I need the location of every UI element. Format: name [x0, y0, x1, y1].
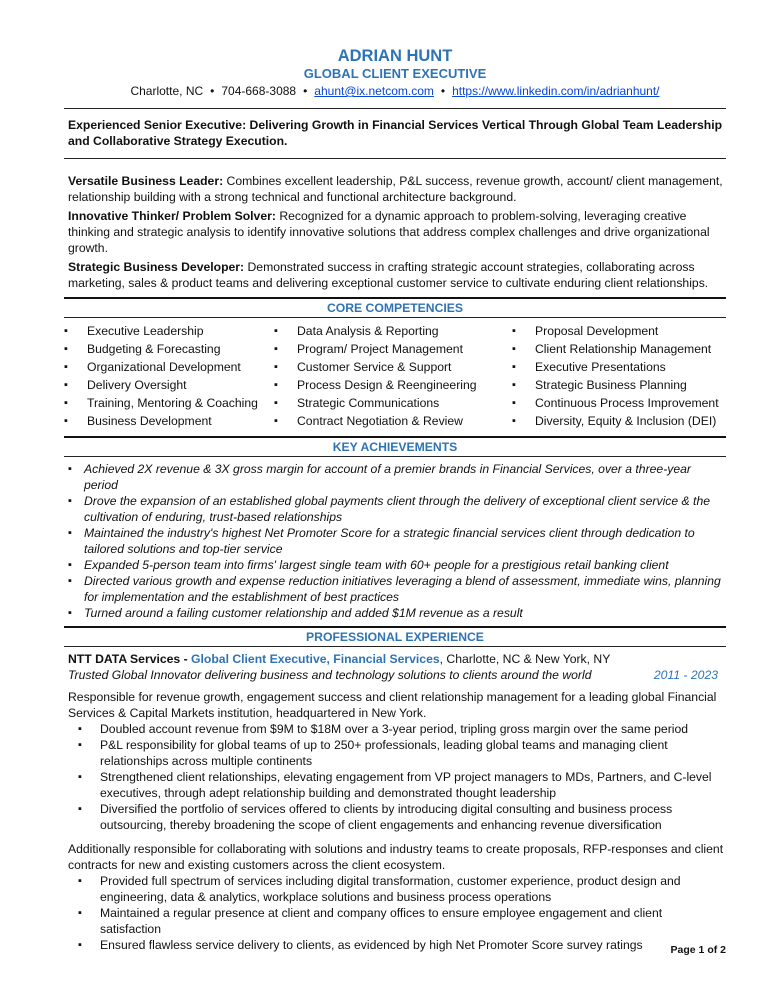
- linkedin-link[interactable]: https://www.linkedin.com/in/adrianhunt/: [452, 84, 660, 98]
- achievement-item: ▪ Maintained the industry's highest Net Promoter Score for a strategic financial services client through dedication to tailored solutions and top-tier service: [64, 525, 726, 557]
- candidate-title: GLOBAL CLIENT EXECUTIVE: [303, 66, 487, 81]
- profile-label: Innovative Thinker/ Problem Solver:: [68, 209, 276, 223]
- competency-item: ▪ Program/ Project Management: [274, 340, 512, 358]
- divider: [64, 108, 726, 109]
- responsibility-bullets: [68, 721, 726, 833]
- company-tagline-row: [68, 667, 726, 683]
- professional-experience-heading: PROFESSIONAL EXPERIENCE: [306, 630, 484, 644]
- profile-section: [68, 173, 726, 291]
- job-heading: [68, 651, 726, 667]
- competencies-grid: [64, 318, 726, 436]
- competency-item: ▪ Budgeting & Forecasting: [64, 340, 274, 358]
- competency-item: ▪ Strategic Business Planning: [512, 376, 722, 394]
- profile-item: [68, 173, 726, 205]
- job-location: , Charlotte, NC & New York, NY: [439, 652, 611, 666]
- responsibility-paragraph: Responsible for revenue growth, engagement success and client relationship management for a leading global Financial Services & Capital Markets institution, headquartered in New York.: [68, 690, 717, 720]
- profile-item: [68, 259, 726, 291]
- experience-entry: [68, 651, 726, 953]
- achievements-list: [64, 457, 726, 626]
- separator: •: [210, 84, 215, 98]
- competency-item: ▪ Business Development: [64, 412, 274, 430]
- job-role: Global Client Executive, Financial Services: [191, 652, 440, 666]
- separator: •: [303, 84, 308, 98]
- summary-statement: Experienced Senior Executive: Delivering Growth in Financial Services Vertical Through Global Team Leadership and Collaborative Strategy Execution.: [68, 118, 723, 148]
- separator: •: [440, 84, 446, 98]
- profile-label: Versatile Business Leader:: [68, 174, 224, 188]
- bullet-item: ▪ Strengthened client relationships, elevating engagement from VP project managers to MDs, Partners, and C-level executives, through adept relationship building and demonstrated thought leadership: [100, 769, 726, 801]
- competency-item: ▪ Process Design & Reengineering: [274, 376, 512, 394]
- achievement-item: ▪ Achieved 2X revenue & 3X gross margin for account of a premier brands in Financial Services, over a three-year period: [64, 461, 726, 493]
- core-competencies-heading: CORE COMPETENCIES: [326, 301, 464, 315]
- company-tagline: Trusted Global Innovator delivering business and technology solutions to clients around the world: [68, 668, 592, 682]
- resume-page: [64, 44, 726, 953]
- competency-item: ▪ Executive Leadership: [64, 322, 274, 340]
- achievement-item: ▪ Turned around a failing customer relationship and added $1M revenue as a result: [64, 605, 726, 621]
- contact-line: [64, 83, 726, 99]
- competencies-column-3: [512, 322, 722, 430]
- resume-header: [64, 46, 726, 99]
- candidate-name: ADRIAN HUNT: [337, 47, 453, 65]
- bullet-item: ▪ Diversified the portfolio of services offered to clients by introducing digital consulting and business process outsourcing, thereby broadening the scope of client engagements and enhancing revenue diversification: [100, 801, 726, 833]
- competency-item: ▪ Diversity, Equity & Inclusion (DEI): [512, 412, 722, 430]
- responsibility-bullets: [68, 873, 726, 953]
- contact-phone: 704-668-3088: [221, 84, 297, 98]
- bullet-item: ▪ P&L responsibility for global teams of up to 250+ professionals, leading global teams and managing client relationships across multiple continents: [100, 737, 726, 769]
- profile-item: [68, 208, 726, 256]
- responsibility-paragraph: Additionally responsible for collaborating with solutions and industry teams to create proposals, RFP-responses and client contracts for new and existing customers across the client ecosystem.: [68, 842, 724, 872]
- competencies-column-2: [274, 322, 512, 430]
- page-number: Page 1 of 2: [670, 944, 726, 956]
- job-dates: 2011 - 2023: [653, 668, 718, 682]
- bullet-item: ▪ Doubled account revenue from $9M to $18M over a 3-year period, tripling gross margin over the same period: [100, 721, 726, 737]
- competency-item: ▪ Contract Negotiation & Review: [274, 412, 512, 430]
- competency-item: ▪ Continuous Process Improvement: [512, 394, 722, 412]
- email-link[interactable]: ahunt@ix.netcom.com: [314, 84, 434, 98]
- achievement-item: ▪ Directed various growth and expense reduction initiatives leveraging a blend of assessment, immediate wins, planning for implementation and the establishment of best practices: [64, 573, 726, 605]
- profile-label: Strategic Business Developer:: [68, 260, 245, 274]
- bullet-item: ▪ Provided full spectrum of services including digital transformation, customer experience, product design and engineering, data & analytics, workplace solutions and business process operations: [100, 873, 726, 905]
- profile-text: Combines excellent leadership, P&L success, revenue growth, account/ client management, relationship building with a strong technical and functional architecture background.: [68, 174, 723, 204]
- competency-item: ▪ Customer Service & Support: [274, 358, 512, 376]
- achievement-item: ▪ Drove the expansion of an established global payments client through the delivery of exceptional client service & the cultivation of enduring, trust-based relationships: [64, 493, 726, 525]
- heading-dash: -: [180, 652, 192, 666]
- achievement-item: ▪ Expanded 5-person team into firms' largest single team with 60+ people for a prestigious retail banking client: [64, 557, 726, 573]
- company-name: NTT DATA Services: [68, 652, 181, 666]
- contact-location: Charlotte, NC: [130, 84, 204, 98]
- competency-item: ▪ Training, Mentoring & Coaching: [64, 394, 274, 412]
- divider: [64, 158, 726, 159]
- bullet-item: ▪ Ensured flawless service delivery to clients, as evidenced by high Net Promoter Score survey ratings: [100, 937, 726, 953]
- competency-item: ▪ Executive Presentations: [512, 358, 722, 376]
- divider: [64, 646, 726, 647]
- competency-item: ▪ Proposal Development: [512, 322, 722, 340]
- competency-item: ▪ Organizational Development: [64, 358, 274, 376]
- competencies-column-1: [64, 322, 274, 430]
- bullet-item: ▪ Maintained a regular presence at client and company offices to ensure employee engagement and client satisfaction: [100, 905, 726, 937]
- competency-item: ▪ Data Analysis & Reporting: [274, 322, 512, 340]
- profile-text: Recognized for a dynamic approach to problem-solving, leveraging creative thinking and strategic analysis to identify innovative solutions that address complex challenges and drive organizational growth.: [68, 209, 710, 255]
- key-achievements-heading: KEY ACHIEVEMENTS: [332, 440, 458, 454]
- competency-item: ▪ Delivery Oversight: [64, 376, 274, 394]
- competency-item: ▪ Strategic Communications: [274, 394, 512, 412]
- competency-item: ▪ Client Relationship Management: [512, 340, 722, 358]
- profile-text: Demonstrated success in crafting strategic account strategies, collaborating across marketing, sales & product teams and delivering exceptional customer service to cultivate enduring client relationships.: [68, 260, 709, 290]
